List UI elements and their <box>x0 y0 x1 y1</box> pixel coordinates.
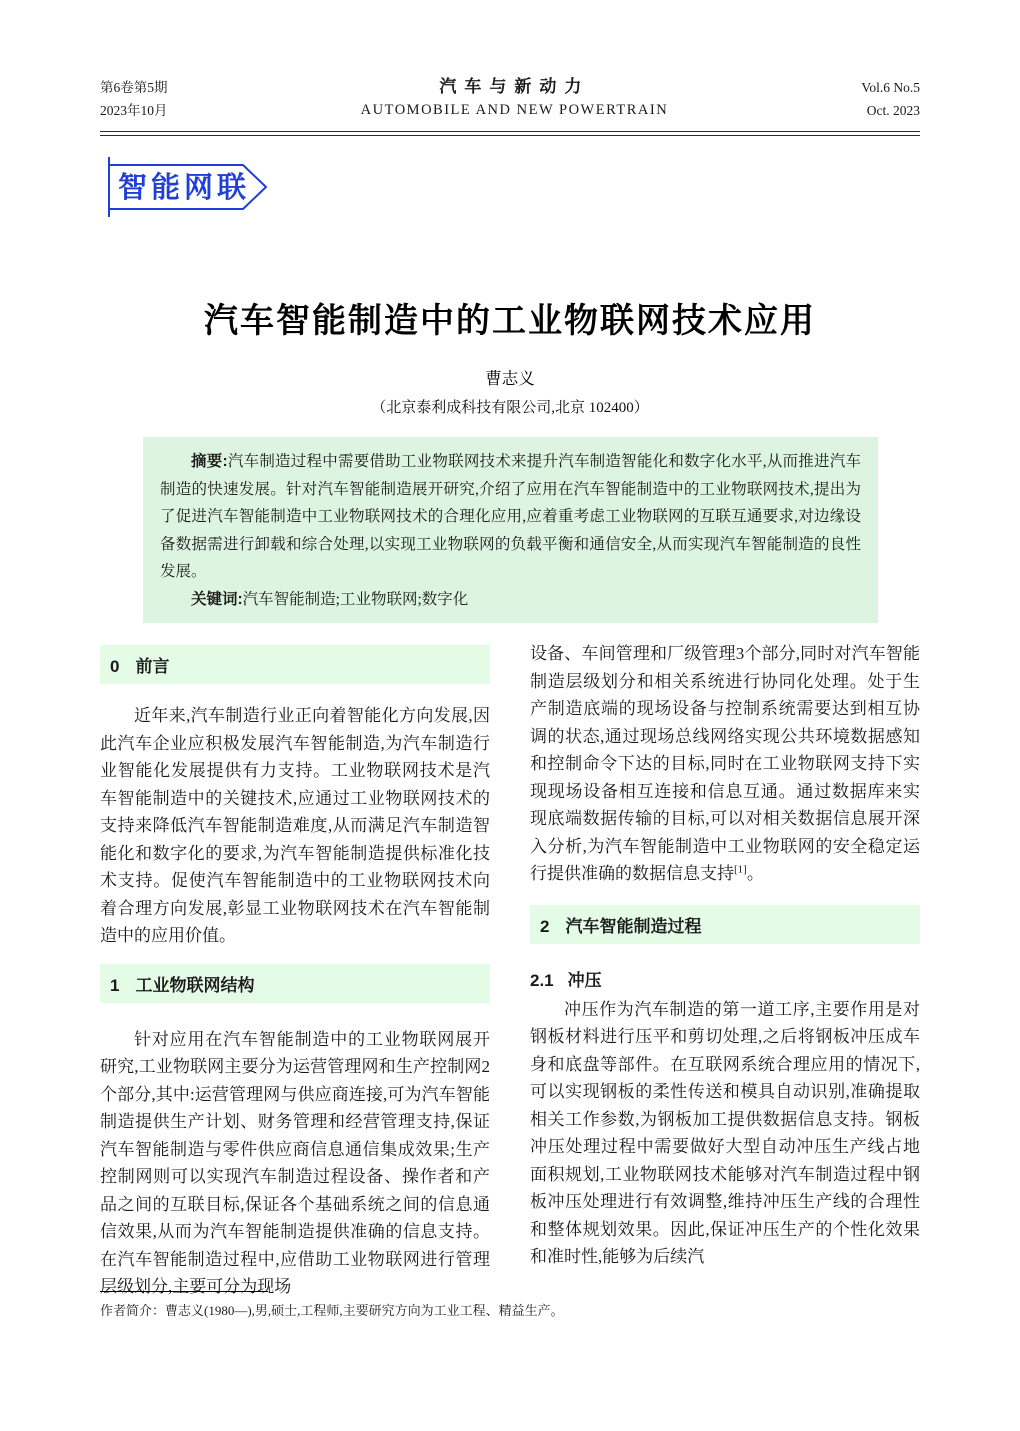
footnote-text: 作者简介：曹志义(1980—),男,硕士,工程师,主要研究方向为工业工程、精益生产。 <box>100 1303 564 1318</box>
citation-ref: [1] <box>734 863 747 876</box>
journal-name <box>168 76 862 122</box>
volume-issue: 第6卷第5期 <box>100 80 168 95</box>
header-divider <box>100 131 920 136</box>
issue-date-cn: 2023年10月 <box>100 103 168 118</box>
abstract-paragraph <box>160 448 861 586</box>
section-number: 1 <box>110 975 120 995</box>
column-badge <box>102 156 272 218</box>
issue-date-en: Oct. 2023 <box>866 103 920 118</box>
continuation-period: 。 <box>746 864 764 883</box>
article-body <box>100 645 920 1301</box>
right-column <box>530 645 920 1301</box>
section-1-paragraph: 针对应用在汽车智能制造中的工业物联网展开研究,工业物联网主要分为运营管理网和生产控制网2个部分,其中:运营管理网与供应商连接,可为汽车智能制造提供生产计划、财务管理和经营管理支持,保证汽车智能制造与零件供应商信息通信集成效果;生产控制网则可以实现汽车制造过程设备、操作者和产品之间的互联目标,保证各个基础系统之间的信息通信效果,从而为汽车智能制造提供准确的信息支持。在汽车智能制造过程中,应借助工业物联网进行管理层级划分,主要可分为现场 <box>100 1029 490 1296</box>
subsection-number: 2.1 <box>530 970 554 990</box>
intro-paragraph: 近年来,汽车制造行业正向着智能化方向发展,因此汽车企业应积极发展汽车智能制造,为汽车制造行业智能化发展提供有力支持。工业物联网技术是汽车智能制造中的关键技术,应通过工业物联网技术的支持来降低汽车智能制造难度,从而满足汽车制造智能化和数字化的要求,为汽车智能制造提供标准化技术支持。促使汽车智能制造中的工业物联网技术向着合理方向发展,彰显工业物联网技术在汽车智能制造中的应用价值。 <box>100 706 490 945</box>
abstract-text: 汽车制造过程中需要借助工业物联网技术来提升汽车制造智能化和数字化水平,从而推进汽车制造的快速发展。针对汽车智能制造展开研究,介绍了应用在汽车智能制造中的工业物联网技术,提出为了促进汽车智能制造中工业物联网技术的合理化应用,应着重考虑工业物联网的互联互通要求,对边缘设备数据需进行卸载和综合处理,以实现工业物联网的负载平衡和通信安全,从而实现汽车智能制造的良性发展。 <box>160 453 861 580</box>
subsection-heading-2-1 <box>530 966 920 991</box>
footnote-divider <box>100 1291 268 1292</box>
section-heading-2 <box>530 905 920 944</box>
section-title: 前言 <box>135 657 170 676</box>
section-title: 工业物联网结构 <box>135 975 255 995</box>
volume-issue-en: Vol.6 No.5 <box>861 80 920 95</box>
keywords-line <box>160 586 861 614</box>
issue-info-en <box>861 76 920 122</box>
section-number: 2 <box>540 916 550 936</box>
author-name: 曹志义 <box>485 370 535 388</box>
abstract-box <box>143 437 878 623</box>
section-number: 0 <box>110 657 120 676</box>
keywords-label: 关键词: <box>191 590 243 608</box>
badge-label: 智能网联 <box>118 172 251 204</box>
journal-name-cn: 汽车与新动力 <box>439 77 590 96</box>
keywords-text: 汽车智能制造;工业物联网;数字化 <box>242 590 469 608</box>
continuation-text: 设备、车间管理和厂级管理3个部分,同时对汽车智能制造层级划分和相关系统进行协同化处理。处于生产制造底端的现场设备与控制系统需要达到相互协调的状态,通过现场总线网络实现公共环境数据感知和控制命令下达的目标,同时在工业物联网支持下实现现场设备相互连接和信息互通。通过数据库来实现底端数据传输的目标,可以对相关数据信息展开深入分析,为汽车智能制造中工业物联网的安全稳定运行提供准确的数据信息支持 <box>530 644 920 883</box>
subsection-title: 冲压 <box>567 970 602 990</box>
left-column <box>100 645 490 1301</box>
issue-info <box>100 76 168 122</box>
section-heading-1 <box>100 964 490 1003</box>
journal-name-en: AUTOMOBILE AND NEW POWERTRAIN <box>360 102 669 118</box>
section-title: 汽车智能制造过程 <box>565 916 702 936</box>
subsection-2-1-paragraph: 冲压作为汽车制造的第一道工序,主要作用是对钢板材料进行压平和剪切处理,之后将钢板冲压成车身和底盘等部件。在互联网系统合理应用的情况下,可以实现钢板的柔性传送和模具自动识别,准确提取相关工作参数,为钢板加工提供数据信息支持。钢板冲压处理过程中需要做好大型自动冲压生产线占地面积规划,工业物联网技术能够对汽车制造过程中钢板冲压处理进行有效调整,维持冲压生产线的合理性和整体规划效果。因此,保证冲压生产的个性化效果和准时性,能够为后续汽 <box>530 999 920 1266</box>
section-heading-0 <box>100 645 490 684</box>
abstract-label: 摘要: <box>191 453 228 470</box>
badge-banner-icon <box>102 156 272 218</box>
journal-header <box>100 76 920 122</box>
page-title: 汽车智能制造中的工业物联网技术应用 <box>204 302 816 340</box>
author-bio-footnote <box>100 1291 660 1321</box>
continuation-paragraph <box>530 640 920 888</box>
author-affiliation: （北京泰利成科技有限公司,北京 102400） <box>371 400 649 416</box>
